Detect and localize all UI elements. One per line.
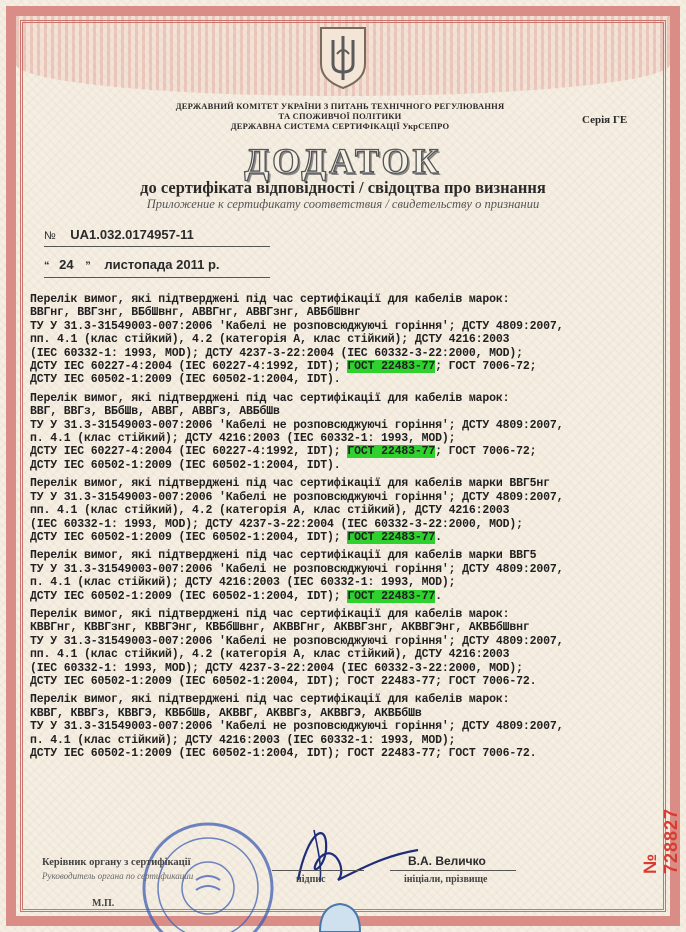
text-segment: ТУ У 31.3-31549003-007:2006 'Кабелі не розповсюджуючі горіння'; ДСТУ 4809:2007, xyxy=(30,634,564,648)
requirements-paragraph xyxy=(30,392,666,472)
name-label: ініціали, прізвище xyxy=(404,874,488,885)
text-line xyxy=(30,333,666,346)
text-segment: ; ГОСТ 7006-72; xyxy=(435,445,537,459)
text-line xyxy=(30,662,666,675)
text-segment: ТУ У 31.3-31549003-007:2006 'Кабелі не розповсюджуючі горіння'; ДСТУ 4809:2007, xyxy=(30,720,564,734)
text-segment: ДСТУ IEC 60502-1:2009 (IEC 60502-1:2004, IDT); ГОСТ 22483-77; ГОСТ 7006-72. xyxy=(30,747,537,760)
text-line xyxy=(30,693,666,706)
text-line xyxy=(30,648,666,661)
text-line xyxy=(30,621,666,634)
bottom-emblem-icon xyxy=(310,902,370,932)
requirements-paragraph xyxy=(30,693,666,760)
text-segment: . xyxy=(435,589,442,603)
number-sign: № xyxy=(44,230,56,242)
requirements-paragraph xyxy=(30,293,666,387)
text-segment: ; ГОСТ 7006-72; xyxy=(435,360,537,374)
text-segment: пп. 4.1 (клас стійкий), 4.2 (категорія А, клас стійкий); ДСТУ 4216:2003 xyxy=(30,333,510,347)
requirements-paragraph xyxy=(30,477,666,544)
text-line xyxy=(30,347,666,360)
text-line xyxy=(30,405,666,418)
text-line xyxy=(30,432,666,445)
text-line xyxy=(30,734,666,747)
requirements-text xyxy=(30,293,666,765)
text-segment: ВВГнг, ВВГзнг, ВБбШвнг, АВВГнг, АВВГзнг, АВБбШвнг xyxy=(30,306,361,320)
text-segment: ДСТУ IEC 60502-1:2009 (IEC 60502-1:2004, IDT); xyxy=(30,589,348,603)
text-segment: ТУ У 31.3-31549003-007:2006 'Кабелі не розповсюджуючі горіння'; ДСТУ 4809:2007, xyxy=(30,490,564,504)
signatory-name: В.А. Величко xyxy=(408,854,486,868)
seal-place-label: М.П. xyxy=(92,898,115,909)
text-line xyxy=(30,459,666,472)
text-segment: ДСТУ IEC 60502-1:2009 (IEC 60502-1:2004, IDT). xyxy=(30,373,341,387)
text-segment: (IEC 60332-1: 1993, MOD); ДСТУ 4237-3-22:2004 (IEC 60332-3-22:2000, MOD); xyxy=(30,346,523,360)
series-label: Серія ГЕ xyxy=(582,114,628,126)
committee-line: ДЕРЖАВНИЙ КОМІТЕТ УКРАЇНИ З ПИТАНЬ ТЕХНІЧНОГО РЕГУЛЮВАННЯ xyxy=(175,101,505,111)
text-line xyxy=(30,590,666,603)
text-segment: ТУ У 31.3-31549003-007:2006 'Кабелі не розповсюджуючі горіння'; ДСТУ 4809:2007, xyxy=(30,418,564,432)
text-segment: (IEC 60332-1: 1993, MOD); ДСТУ 4237-3-22:2004 (IEC 60332-3-22:2000, MOD); xyxy=(30,661,523,675)
text-line xyxy=(30,392,666,405)
serial-number: № 728827 xyxy=(640,807,681,874)
committee-line: ТА СПОЖИВЧОЇ ПОЛІТИКИ xyxy=(278,111,402,121)
text-segment: ТУ У 31.3-31549003-007:2006 'Кабелі не розповсюджуючі горіння'; ДСТУ 4809:2007, xyxy=(30,562,564,576)
head-label: Керівник органу з сертифікації xyxy=(42,857,191,868)
text-segment: ДСТУ IEC 60502-1:2009 (IEC 60502-1:2004, IDT); xyxy=(30,530,348,544)
text-line xyxy=(30,563,666,576)
certificate-date-row xyxy=(44,257,270,278)
highlighted-standard: ГОСТ 22483-77 xyxy=(347,445,436,459)
name-line xyxy=(390,870,516,871)
text-segment: Перелік вимог, які підтверджені під час сертифікації для кабелів марок: xyxy=(30,607,510,621)
date-quote-close: ” xyxy=(85,260,91,272)
text-segment: Перелік вимог, які підтверджені під час сертифікації для кабелів марки ВВГ5 xyxy=(30,549,537,563)
text-line xyxy=(30,707,666,720)
certificate-number: UA1.032.0174957-11 xyxy=(70,227,194,242)
text-segment: Перелік вимог, які підтверджені під час сертифікації для кабелів марок: xyxy=(30,391,510,405)
text-segment: ДСТУ IEC 60502-1:2009 (IEC 60502-1:2004, IDT); ГОСТ 22483-77; ГОСТ 7006-72. xyxy=(30,674,537,688)
text-line xyxy=(30,360,666,373)
text-segment: . xyxy=(435,530,442,544)
text-line xyxy=(30,576,666,589)
text-line xyxy=(30,293,666,306)
text-line xyxy=(30,531,666,544)
text-segment: ДСТУ IEC 60502-1:2009 (IEC 60502-1:2004, IDT). xyxy=(30,458,341,472)
text-line xyxy=(30,445,666,458)
text-line xyxy=(30,477,666,490)
text-segment: (IEC 60332-1: 1993, MOD); ДСТУ 4237-3-22:2004 (IEC 60332-3-22:2000, MOD); xyxy=(30,517,523,531)
text-line xyxy=(30,306,666,319)
text-segment: Перелік вимог, які підтверджені під час сертифікації для кабелів марок: xyxy=(30,293,510,306)
document-subtitle-ru: Приложение к сертификату соответствия / свидетельству о признании xyxy=(146,197,540,211)
text-segment: ВВГ, ВВГз, ВБбШв, АВВГ, АВВГз, АВБбШв xyxy=(30,405,280,419)
text-line xyxy=(30,419,666,432)
certificate-number-row xyxy=(44,226,270,247)
date-day: 24 xyxy=(59,257,74,272)
text-segment: пп. 4.1 (клас стійкий), 4.2 (категорія А, клас стійкий), ДСТУ 4216:2003 xyxy=(30,504,510,518)
text-segment: КВВГнг, КВВГзнг, КВВГЭнг, КВБбШвнг, АКВВГнг, АКВВГзнг, АКВВГЭнг, АКВБбШвнг xyxy=(30,621,530,635)
text-segment: ТУ У 31.3-31549003-007:2006 'Кабелі не розповсюджуючі горіння'; ДСТУ 4809:2007, xyxy=(30,319,564,333)
text-segment: ДСТУ IEC 60227-4:2004 (IEC 60227-4:1992, IDT); xyxy=(30,445,348,459)
text-line xyxy=(30,635,666,648)
text-line xyxy=(30,320,666,333)
committee-line: ДЕРЖАВНА СИСТЕМА СЕРТИФІКАЦІЇ УкрСЕПРО xyxy=(230,121,450,131)
text-segment: п. 4.1 (клас стійкий); ДСТУ 4216:2003 (IEC 60332-1: 1993, MOD); xyxy=(30,576,456,590)
highlighted-standard: ГОСТ 22483-77 xyxy=(347,530,436,544)
committee-header xyxy=(120,101,560,131)
text-line xyxy=(30,373,666,386)
signature-line xyxy=(272,870,364,871)
signature-label: підпис xyxy=(296,874,326,885)
document-subtitle: до сертифіката відповідності / свідоцтва про визнання xyxy=(140,178,546,197)
text-line xyxy=(30,549,666,562)
text-line xyxy=(30,720,666,733)
head-label-ru: Руководитель органа по сертификации xyxy=(42,871,194,881)
document-title: ДОДАТОК xyxy=(244,141,442,181)
text-segment: Перелік вимог, які підтверджені під час сертифікації для кабелів марки ВВГ5нг xyxy=(30,477,550,491)
text-segment: ДСТУ IEC 60227-4:2004 (IEC 60227-4:1992, IDT); xyxy=(30,360,348,374)
highlighted-standard: ГОСТ 22483-77 xyxy=(347,360,436,374)
text-segment: Перелік вимог, які підтверджені під час сертифікації для кабелів марок: xyxy=(30,693,510,707)
text-line xyxy=(30,675,666,688)
text-segment: п. 4.1 (клас стійкий); ДСТУ 4216:2003 (IEC 60332-1: 1993, MOD); xyxy=(30,733,456,747)
text-segment: п. 4.1 (клас стійкий); ДСТУ 4216:2003 (IEC 60332-1: 1993, MOD); xyxy=(30,432,456,446)
text-line xyxy=(30,747,666,760)
date-quote-open: “ xyxy=(44,260,50,272)
text-line xyxy=(30,608,666,621)
requirements-paragraph xyxy=(30,549,666,603)
text-segment: КВВГ, КВВГз, КВВГЭ, КВБбШв, АКВВГ, АКВВГз, АКВВГЭ, АКВБбШв xyxy=(30,706,422,720)
text-segment: пп. 4.1 (клас стійкий), 4.2 (категорія А, клас стійкий), ДСТУ 4216:2003 xyxy=(30,648,510,662)
requirements-paragraph xyxy=(30,608,666,688)
text-line xyxy=(30,491,666,504)
trident-emblem-icon xyxy=(313,24,373,90)
highlighted-standard: ГОСТ 22483-77 xyxy=(347,589,436,603)
text-line xyxy=(30,518,666,531)
text-line xyxy=(30,504,666,517)
date-month-year: листопада 2011 р. xyxy=(104,257,220,272)
